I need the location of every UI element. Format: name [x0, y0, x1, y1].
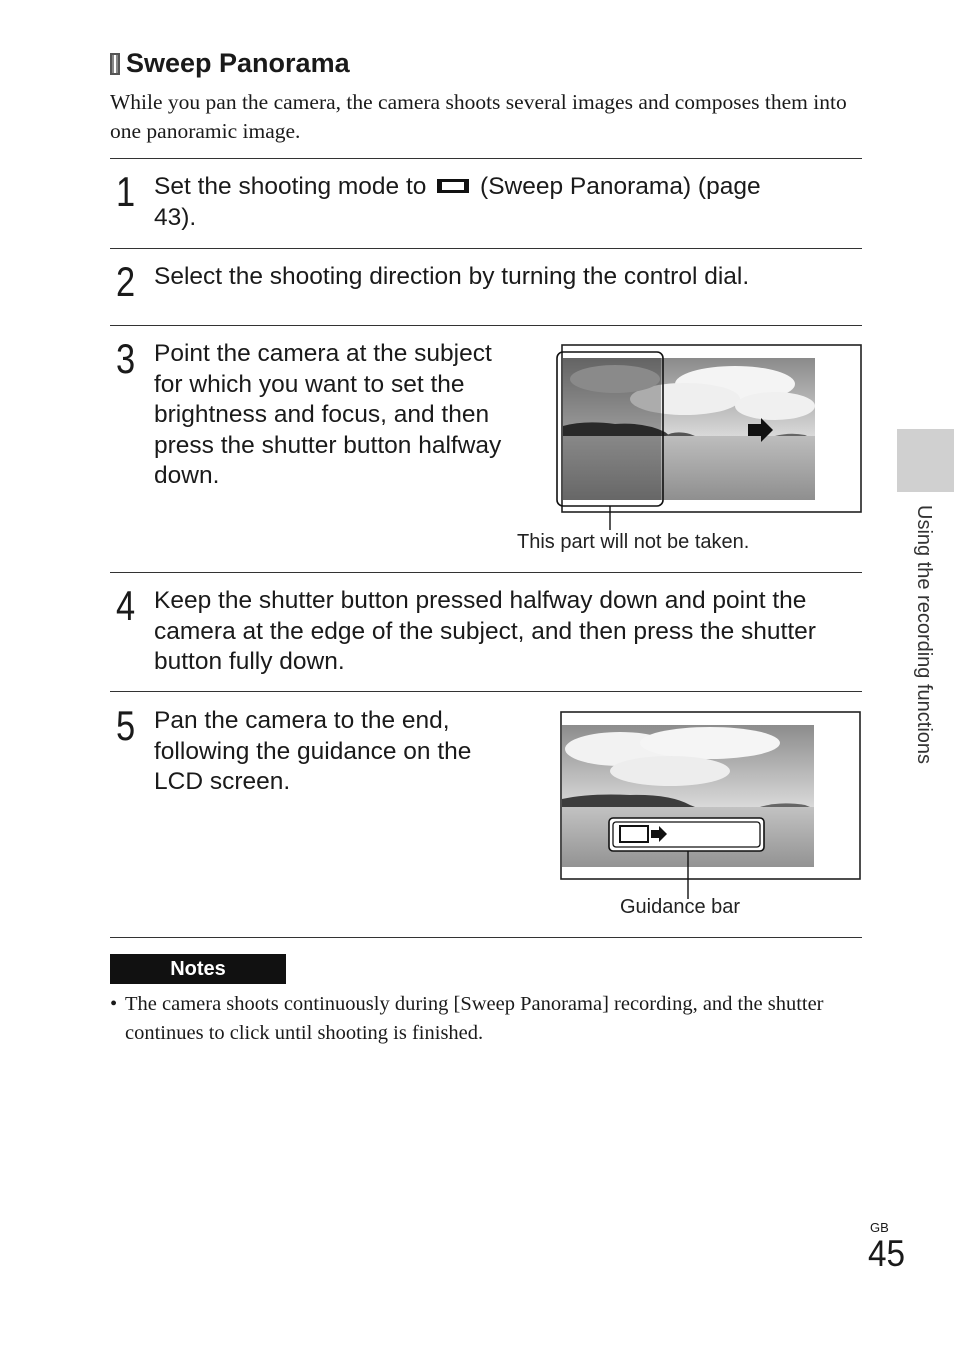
side-tab-label: Using the recording functions: [913, 505, 935, 765]
step-1-text-after: (Sweep Panorama) (page 43).: [154, 173, 761, 231]
divider: [110, 691, 862, 692]
step-1-text-before: Set the shooting mode to: [154, 173, 427, 200]
sweep-panorama-icon: [437, 179, 469, 193]
page-number: 45: [868, 1233, 906, 1274]
step-5-caption: Guidance bar: [620, 896, 741, 918]
section-title-text: Sweep Panorama: [126, 48, 350, 78]
step-1-text: [154, 172, 794, 233]
note-item-text: The camera shoots continuously during [Sweep Panorama] recording, and the shutter continues to click until shooting is finished.: [125, 993, 824, 1044]
guidance-frame-icon: [620, 826, 648, 842]
bullet-icon: •: [110, 993, 118, 1015]
divider: [110, 937, 862, 938]
step-1-number: 1: [116, 168, 136, 215]
intro-paragraph: While you pan the camera, the camera shoots several images and composes them into one panoramic image.: [110, 90, 847, 143]
excluded-area: [563, 358, 661, 500]
step-3-caption: This part will not be taken.: [517, 531, 750, 553]
note-item: [110, 990, 865, 1047]
step-2-number: 2: [116, 258, 136, 305]
page-region: GB: [870, 1220, 889, 1235]
step-4-text: Keep the shutter button pressed halfway down and point the camera at the edge of the subject, and then press the shutter button fully down.: [154, 587, 816, 675]
side-tab-marker: [897, 429, 954, 492]
step-2-text: Select the shooting direction by turning the control dial.: [154, 263, 750, 290]
section-title: [110, 48, 350, 79]
section-marker-icon: [110, 53, 120, 75]
step-5-number: 5: [116, 702, 136, 749]
step-3-text: Point the camera at the subject for which you want to set the brightness and focus, and then press the shutter button halfway down.: [154, 340, 502, 489]
step-3-illustration: [555, 344, 863, 534]
step-3-number: 3: [116, 335, 136, 382]
notes-badge: Notes: [110, 954, 286, 984]
divider: [110, 248, 862, 249]
divider: [110, 158, 862, 159]
step-5-text: Pan the camera to the end, following the guidance on the LCD screen.: [154, 707, 472, 795]
divider: [110, 572, 862, 573]
step-5-illustration: [560, 711, 862, 901]
divider: [110, 325, 862, 326]
step-4-number: 4: [116, 582, 136, 629]
